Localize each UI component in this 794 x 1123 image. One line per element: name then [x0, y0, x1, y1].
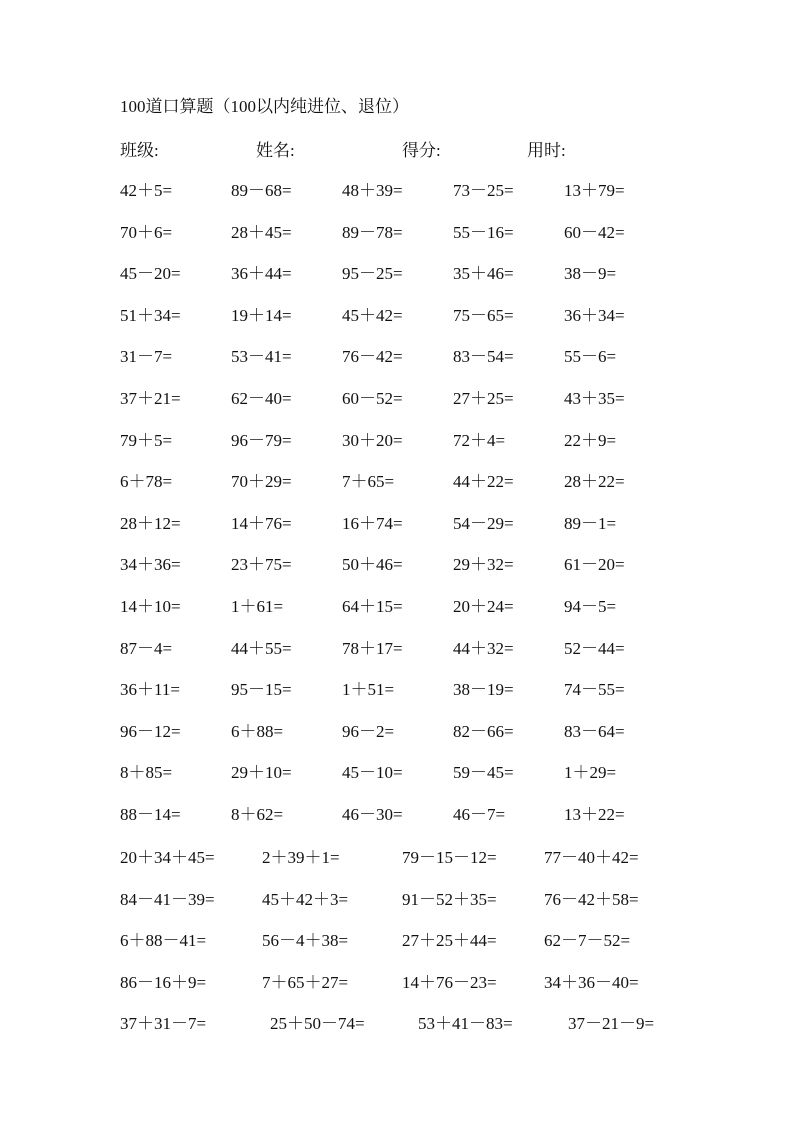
problem-item: 78＋17= — [342, 638, 403, 658]
mixed-problem-row — [0, 843, 794, 867]
problem-item: 59－45= — [453, 763, 514, 783]
problem-row — [0, 550, 794, 574]
problem-item: 64＋15= — [342, 597, 403, 616]
problem-item: 95－25= — [342, 264, 403, 284]
problem-item: 70＋29= — [231, 472, 292, 492]
problem-item: 6＋78= — [120, 472, 173, 492]
mixed-problem-item: 6＋88－41= — [120, 931, 207, 951]
problem-item: 29＋10= — [231, 763, 292, 783]
problem-item: 30＋20= — [342, 430, 403, 450]
time-label: 用时: — [527, 141, 566, 160]
problem-item: 44＋22= — [453, 472, 514, 492]
problem-item: 79＋5= — [120, 430, 173, 450]
problem-row — [0, 800, 794, 824]
problem-item: 46－7= — [453, 805, 506, 824]
mixed-problem-item: 34＋36－40= — [544, 972, 639, 992]
problem-item: 37＋21= — [120, 389, 181, 408]
mixed-problem-item: 79－15－12= — [402, 848, 497, 867]
mixed-problem-item: 37＋31－7= — [120, 1014, 207, 1034]
problem-item: 13＋22= — [564, 805, 625, 824]
problem-item: 36＋11= — [120, 680, 180, 700]
problem-item: 72＋4= — [453, 430, 506, 450]
problem-item: 14＋10= — [120, 597, 181, 616]
problem-item: 16＋74= — [342, 513, 403, 533]
mixed-problem-item: 7＋65＋27= — [262, 972, 349, 992]
mixed-problem-item: 76－42＋58= — [544, 889, 639, 909]
mixed-problem-item: 53＋41－83= — [418, 1014, 513, 1034]
problem-item: 52－44= — [564, 638, 625, 658]
problem-item: 13＋79= — [564, 181, 625, 200]
problem-item: 45－10= — [342, 763, 403, 783]
problem-row — [0, 342, 794, 366]
problem-item: 51＋34= — [120, 305, 181, 325]
score-label: 得分: — [402, 141, 441, 160]
mixed-problem-item: 62－7－52= — [544, 931, 631, 951]
problem-item: 23＋75= — [231, 555, 292, 575]
problem-item: 14＋76= — [231, 513, 292, 533]
problem-item: 1＋51= — [342, 680, 395, 700]
mixed-problem-item: 84－41－39= — [120, 889, 215, 909]
problem-item: 44＋32= — [453, 638, 514, 658]
problem-item: 45－20= — [120, 264, 181, 284]
problem-item: 22＋9= — [564, 430, 617, 450]
problem-item: 42＋5= — [120, 181, 173, 200]
problem-row — [0, 509, 794, 533]
problem-row — [0, 467, 794, 491]
problem-item: 61－20= — [564, 555, 625, 575]
name-label: 姓名: — [256, 141, 295, 160]
problem-item: 48＋39= — [342, 181, 403, 200]
problem-item: 87－4= — [120, 638, 173, 658]
class-label: 班级: — [120, 141, 159, 160]
mixed-problem-item: 45＋42＋3= — [262, 889, 349, 909]
mixed-problem-item: 2＋39＋1= — [262, 848, 340, 867]
problem-item: 94－5= — [564, 597, 617, 616]
problem-item: 1＋61= — [231, 597, 284, 616]
problem-item: 31－7= — [120, 347, 173, 367]
problem-item: 74－55= — [564, 680, 625, 700]
mixed-problem-row — [0, 885, 794, 909]
problem-item: 95－15= — [231, 680, 292, 700]
problem-item: 75－65= — [453, 305, 514, 325]
worksheet-title: 100道口算题（100以内纯进位、退位） — [120, 97, 409, 116]
problem-item: 46－30= — [342, 805, 403, 824]
problem-item: 89－78= — [342, 222, 403, 242]
problem-item: 88－14= — [120, 805, 181, 824]
problem-item: 70＋6= — [120, 222, 173, 242]
problem-item: 28＋45= — [231, 222, 292, 242]
problem-row — [0, 592, 794, 616]
problem-item: 7＋65= — [342, 472, 395, 492]
problem-row — [0, 301, 794, 325]
mixed-problem-row — [0, 968, 794, 992]
problem-item: 36＋34= — [564, 305, 625, 325]
problem-item: 28＋22= — [564, 472, 625, 492]
problem-row — [0, 176, 794, 200]
problem-item: 38－9= — [564, 264, 617, 284]
problem-item: 20＋24= — [453, 597, 514, 616]
problem-row — [0, 634, 794, 658]
problem-item: 44＋55= — [231, 638, 292, 658]
problem-item: 27＋25= — [453, 389, 514, 408]
problem-item: 82－66= — [453, 721, 514, 741]
problem-item: 36＋44= — [231, 264, 292, 284]
mixed-problem-item: 91－52＋35= — [402, 889, 497, 909]
problem-item: 29＋32= — [453, 555, 514, 575]
mixed-problem-item: 37－21－9= — [568, 1014, 655, 1034]
problem-item: 6＋88= — [231, 721, 284, 741]
mixed-problem-item: 14＋76－23= — [402, 972, 497, 992]
mixed-problem-item: 77－40＋42= — [544, 848, 639, 867]
problem-item: 83－64= — [564, 721, 625, 741]
problem-item: 1＋29= — [564, 763, 617, 783]
problem-item: 8＋85= — [120, 763, 173, 783]
problem-row — [0, 758, 794, 782]
problem-item: 45＋42= — [342, 305, 403, 325]
problem-row — [0, 717, 794, 741]
problem-item: 28＋12= — [120, 513, 181, 533]
problem-row — [0, 259, 794, 283]
mixed-problem-item: 20＋34＋45= — [120, 848, 215, 867]
problem-item: 55－16= — [453, 222, 514, 242]
problem-item: 19＋14= — [231, 305, 292, 325]
problem-row — [0, 384, 794, 408]
problem-row — [0, 218, 794, 242]
problem-item: 8＋62= — [231, 805, 284, 824]
mixed-problem-item: 27＋25＋44= — [402, 931, 497, 951]
problem-item: 38－19= — [453, 680, 514, 700]
mixed-problem-item: 56－4＋38= — [262, 931, 349, 951]
problem-item: 35＋46= — [453, 264, 514, 284]
problem-item: 89－1= — [564, 513, 617, 533]
mixed-problem-item: 86－16＋9= — [120, 972, 207, 992]
problem-item: 34＋36= — [120, 555, 181, 575]
problem-item: 60－42= — [564, 222, 625, 242]
problem-row — [0, 675, 794, 699]
problem-item: 54－29= — [453, 513, 514, 533]
problem-item: 62－40= — [231, 389, 292, 408]
problem-item: 50＋46= — [342, 555, 403, 575]
problem-row — [0, 426, 794, 450]
problem-item: 76－42= — [342, 347, 403, 367]
problem-item: 60－52= — [342, 389, 403, 408]
problem-item: 96－79= — [231, 430, 292, 450]
problem-item: 96－12= — [120, 721, 181, 741]
problem-item: 43＋35= — [564, 389, 625, 408]
problem-item: 96－2= — [342, 721, 395, 741]
problem-item: 89－68= — [231, 181, 292, 200]
mixed-problem-row — [0, 1009, 794, 1033]
problem-item: 73－25= — [453, 181, 514, 200]
problem-item: 83－54= — [453, 347, 514, 367]
problem-item: 53－41= — [231, 347, 292, 367]
problem-item: 55－6= — [564, 347, 617, 367]
mixed-problem-item: 25＋50－74= — [270, 1014, 365, 1034]
mixed-problem-row — [0, 926, 794, 950]
